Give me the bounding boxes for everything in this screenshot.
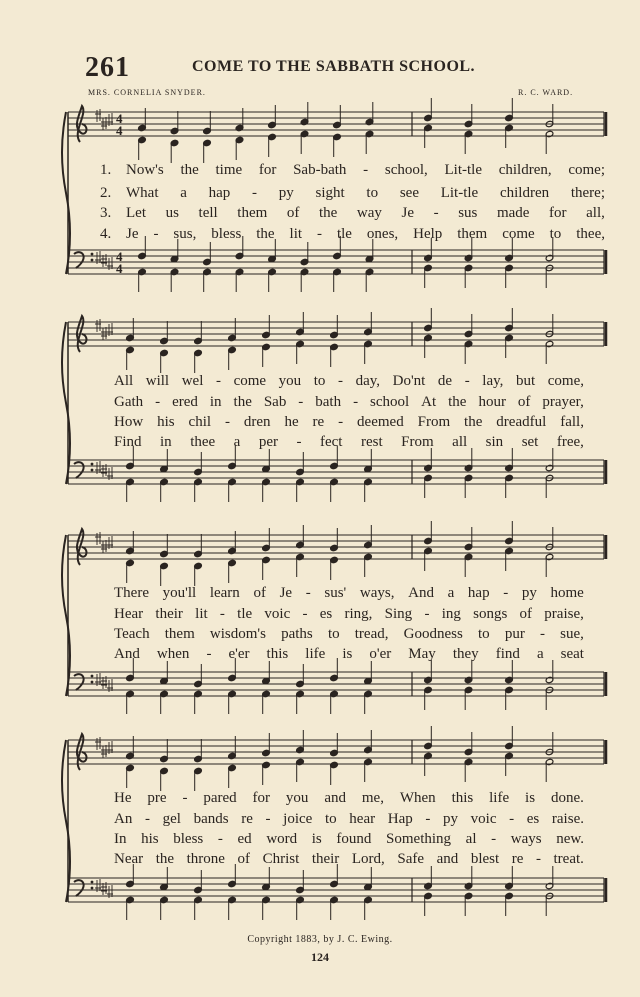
composer-credit: R. C. WARD. xyxy=(518,88,574,97)
lyric-line: 2. What a hap - py sight to see Lit-tle children there; xyxy=(100,185,605,201)
time-signature: 4 xyxy=(116,261,123,276)
copyright-notice: Copyright 1883, by J. C. Ewing. xyxy=(247,934,393,945)
bass-clef-dot xyxy=(91,887,94,890)
time-signature: 4 xyxy=(116,123,123,138)
hymn-number: 261 xyxy=(85,52,130,83)
lyric-line: In his bless - ed word is found Something al - ways new. xyxy=(114,831,584,847)
bass-clef-dot xyxy=(91,681,94,684)
lyricist-credit: MRS. CORNELIA SNYDER. xyxy=(88,88,206,97)
lyric-line: There you'll learn of Je - sus' ways, And a hap - py home xyxy=(114,585,584,601)
lyric-line: And when - e'er this life is o'er May they find a seat xyxy=(114,646,584,662)
lyric-line: He pre - pared for you and me, When this life is done. xyxy=(114,790,584,806)
lyric-line: How his chil - dren he re - deemed From the dreadful fall, xyxy=(114,414,584,430)
lyric-line: Find in thee a per - fect rest From all sin set free, xyxy=(114,434,584,450)
bass-clef xyxy=(74,462,84,478)
bass-clef xyxy=(74,252,84,268)
lyric-line: Near the throne of Christ their Lord, Safe and blest re - treat. xyxy=(114,851,584,867)
lyric-line: Teach them wisdom's paths to tread, Goodness to pur - sue, xyxy=(114,626,584,642)
bass-clef-dot xyxy=(91,259,94,262)
lyric-line: Hear their lit - tle voic - es ring, Sing - ing songs of praise, xyxy=(114,606,584,622)
bass-clef xyxy=(74,880,84,896)
page-number: 124 xyxy=(311,950,329,964)
lyric-line: Gath - ered in the Sab - bath - school At the hour of prayer, xyxy=(114,394,584,410)
lyric-line: All will wel - come you to - day, Do'nt de - lay, but come, xyxy=(114,373,584,389)
bass-clef-dot xyxy=(91,253,94,256)
bass-clef-dot xyxy=(91,463,94,466)
bass-clef-dot xyxy=(91,881,94,884)
lyric-line: 3. Let us tell them of the way Je - sus made for all, xyxy=(100,205,605,221)
time-signature: 4 xyxy=(116,249,123,264)
lyric-line: 1. Now's the time for Sab-bath - school, Lit-tle children, come; xyxy=(100,162,605,178)
sharp-sign xyxy=(95,109,101,122)
bass-clef xyxy=(74,674,84,690)
sharp-sign xyxy=(95,737,101,750)
bass-clef-dot xyxy=(91,675,94,678)
time-signature: 4 xyxy=(116,111,123,126)
hymn-title: COME TO THE SABBATH SCHOOL. xyxy=(192,58,476,75)
lyric-line: An - gel bands re - joice to hear Hap - py voic - es raise. xyxy=(114,811,584,827)
sharp-sign xyxy=(95,319,101,332)
lyric-line: 4. Je - sus, bless the lit - tle ones, Help them come to thee, xyxy=(100,226,605,242)
bass-clef-dot xyxy=(91,469,94,472)
sharp-sign xyxy=(95,532,101,545)
